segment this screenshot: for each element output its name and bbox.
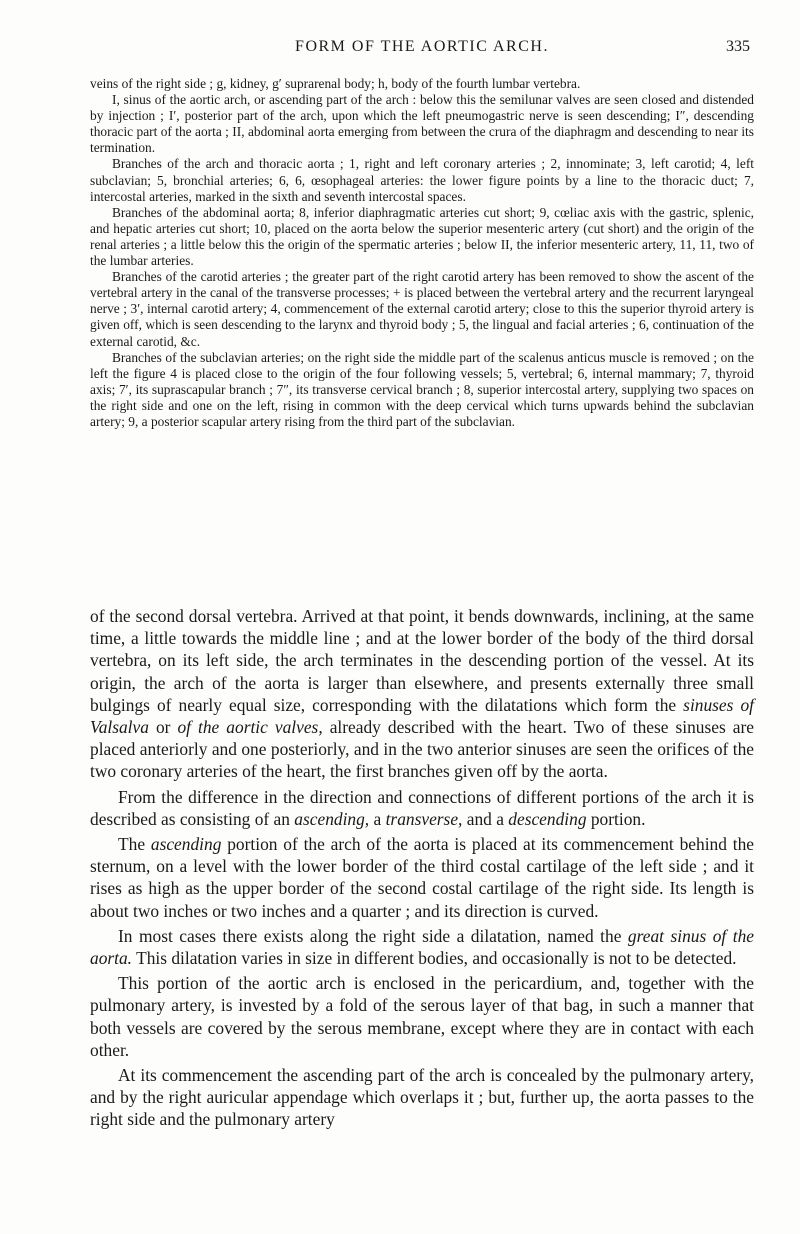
legend-paragraph: Branches of the subclavian arteries; on the right side the middle part of the scalenus anticus muscle is removed ; on the left the figure 4 is placed close to the origin of the four following vessels; 5, vertebral; 6, internal mammary; 7, thyroid axis; 7′, its suprascapular branch ; 7″, its transverse cervical branch ; 8, superior intercostal artery, supplying two spaces on the right side and one on the left, rising in common with the deep cervical which turns upwards behind the subclavian artery; 9, a posterior scapular artery rising from the third part of the subclavian. [90, 349, 754, 429]
body-paragraph: of the second dorsal vertebra. Arrived at that point, it bends downwards, inclining, at the same time, a little towards the middle line ; and at the lower border of the body of the third dorsal vertebra, on its left side, the arch terminates in the descending portion of the vessel. At its origin, the arch of the aorta is larger than elsewhere, and presents externally three small bulgings of nearly equal size, corresponding with the dilatations which form the sinuses of Valsalva or of the aortic valves, already described with the heart. Two of these sinuses are placed anteriorly and one posteriorly, and in the two anterior sinuses are seen the orifices of the two coronary arteries of the heart, the first branches given off by the aorta. [90, 606, 755, 782]
page-number: 335 [726, 38, 750, 55]
body-text [90, 605, 754, 1134]
page-header [90, 38, 754, 60]
legend-paragraph: I, sinus of the aortic arch, or ascending part of the arch : below this the semilunar valves are seen closed and distended by injection ; I′, posterior part of the arch, upon which the left pneumogastric nerve is seen descending; I″, descending thoracic part of the aorta ; II, abdominal aorta emerging from between the crura of the diaphragm and descending to near its termination. [90, 92, 754, 156]
legend-paragraph: veins of the right side ; g, kidney, g′ suprarenal body; h, body of the fourth lumbar vertebra. [90, 76, 581, 91]
body-paragraph: The ascending portion of the arch of the aorta is placed at its commencement behind the sternum, on a level with the lower border of the third costal cartilage of the left side ; and it rises as high as the upper border of the second costal cartilage of the right side. Its length is about two inches or two inches and a quarter ; and its direction is curved. [90, 834, 754, 921]
body-paragraph: In most cases there exists along the right side a dilatation, named the great sinus of the aorta. This dilatation varies in size in different bodies, and occasionally is not to be detected. [90, 925, 755, 969]
legend-paragraph: Branches of the abdominal aorta; 8, inferior diaphragmatic arteries cut short; 9, cœliac axis with the gastric, splenic, and hepatic arteries cut short; 10, placed on the aorta below the superior mesenteric artery (cut short) and the origin of the renal arteries ; a little below this the origin of the spermatic arteries ; below II, the inferior mesenteric artery, 11, 11, two of the lumbar arteries. [90, 204, 754, 269]
body-paragraph: From the difference in the direction and connections of different portions of the arch it is described as consisting of an ascending, a transverse, and a descending portion. [90, 786, 754, 829]
legend-paragraph: Branches of the carotid arteries ; the greater part of the right carotid artery has been removed to show the ascent of the vertebral artery in the canal of the transverse processes; + is placed between the vertebral artery and the recurrent laryngeal nerve ; 3′, internal carotid artery; 4, commencement of the external carotid artery; close to this the superior thyroid artery is given off, which is seen descending to the larynx and thyroid body ; 5, the lingual and facial arteries ; 6, continuation of the external carotid, &c. [90, 269, 754, 349]
legend-paragraph: Branches of the arch and thoracic aorta ; 1, right and left coronary arteries ; 2, innominate; 3, left carotid; 4, left subclavian; 5, bronchial arteries; 6, 6, œsophageal arteries: the lower figure points by a line to the thoracic duct; 7, intercostal arteries, marked in the sixth and seventh intercostal spaces. [90, 156, 754, 204]
body-paragraph: This portion of the aortic arch is enclosed in the pericardium, and, together with the pulmonary artery, is invested by a fold of the serous layer of that bag, in such a manner that both vessels are covered by the serous membrane, except where they are in contact with each other. [90, 973, 754, 1060]
running-title: FORM OF THE AORTIC ARCH. [295, 38, 549, 55]
body-paragraph: At its commencement the ascending part of the arch is concealed by the pulmonary artery, and by the right auricular appendage which overlaps it ; but, further up, the aorta passes to the right side and the pulmonary artery [90, 1065, 754, 1130]
figure-legend [90, 76, 754, 430]
